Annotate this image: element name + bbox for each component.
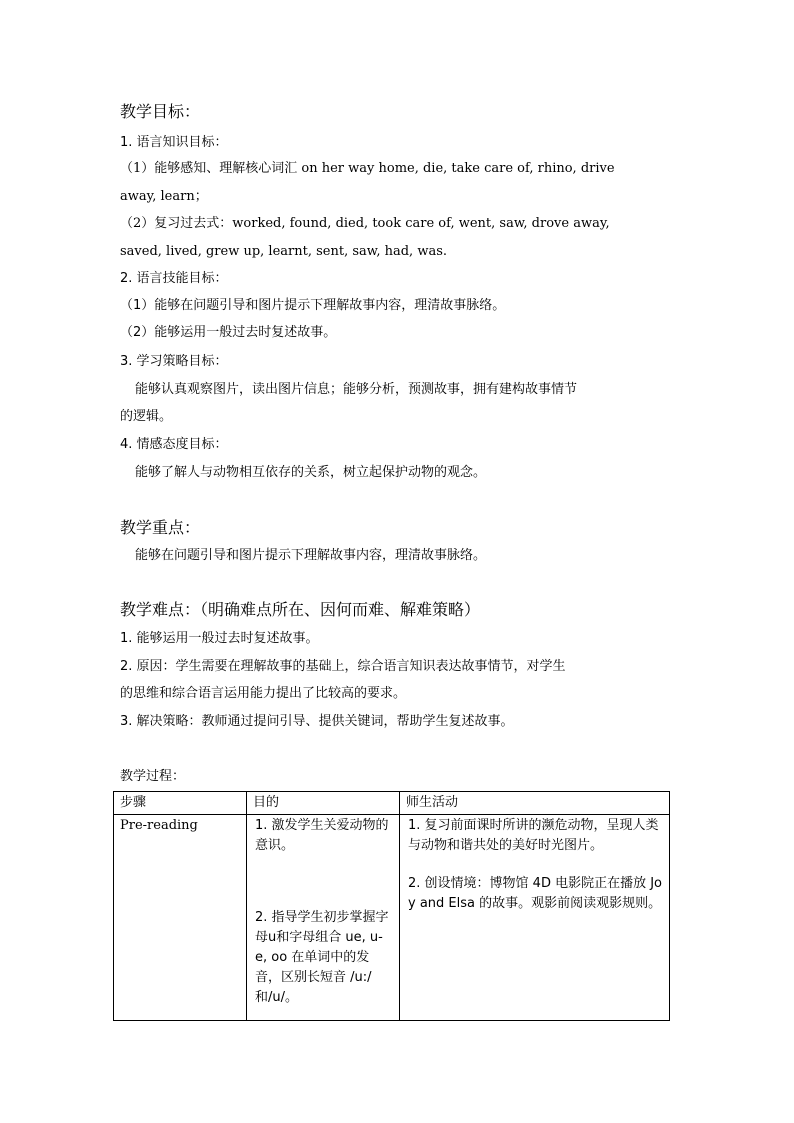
- diff-item3: 3. 解决策略：教师通过提问引导、提供关键词，帮助学生复述故事。: [120, 714, 514, 729]
- obj2-item1: （1）能够在问题引导和图片提示下理解故事内容，理清故事脉络。: [120, 298, 506, 313]
- diff-item2-line2: 的思维和综合语言运用能力提出了比较高的要求。: [120, 686, 407, 701]
- cell-step: [114, 815, 247, 1021]
- header-activity: 师生活动: [400, 792, 670, 815]
- obj3-line1: 能够认真观察图片，读出图片信息；能够分析，预测故事，拥有建构故事情节: [135, 382, 578, 397]
- purpose-item-1: 1. 激发学生关爱动物的意识。: [255, 818, 389, 853]
- obj1-item1-line2: away, learn；: [120, 189, 208, 204]
- obj4-line1: 能够了解人与动物相互依存的关系，树立起保护动物的观念。: [135, 465, 487, 480]
- focus-title: 教学重点：: [120, 518, 201, 537]
- header-purpose: 目的: [247, 792, 400, 815]
- purpose-item-2: 2. 指导学生初步掌握字母u和字母组合 ue, u-e, oo 在单词中的发音，区别长短音 /u:/ 和/u/。: [255, 910, 389, 1005]
- focus-line1: 能够在问题引导和图片提示下理解故事内容，理清故事脉络。: [135, 548, 487, 563]
- header-step: 步骤: [114, 792, 247, 815]
- cell-purpose: [247, 815, 400, 1021]
- process-table: [113, 791, 670, 1021]
- objectives-title: 教学目标：: [120, 102, 201, 121]
- diff-item2-line1: 2. 原因：学生需要在理解故事的基础上，综合语言知识表达故事情节，对学生: [120, 659, 566, 674]
- process-title: 教学过程：: [120, 769, 186, 784]
- obj1-item2-line2: saved, lived, grew up, learnt, sent, saw, had, was.: [120, 244, 447, 259]
- obj1-item1-line1: （1）能够感知、理解核心词汇 on her way home, die, take care of, rhino, drive: [120, 161, 615, 176]
- step-label: Pre-reading: [120, 818, 198, 833]
- obj3-line2: 的逻辑。: [120, 409, 173, 424]
- obj4-heading: 4. 情感态度目标：: [120, 437, 228, 452]
- table-header-row: [114, 792, 670, 815]
- obj2-heading: 2. 语言技能目标：: [120, 271, 228, 286]
- table-row: [114, 815, 670, 1021]
- activity-item-2: 2. 创设情境：博物馆 4D 电影院正在播放 Joy and Elsa 的故事。观影前阅读观影规则。: [408, 876, 663, 911]
- obj3-heading: 3. 学习策略目标：: [120, 354, 228, 369]
- diff-item1: 1. 能够运用一般过去时复述故事。: [120, 631, 319, 646]
- cell-activity: [400, 815, 670, 1021]
- obj1-heading: 1. 语言知识目标：: [120, 135, 228, 150]
- obj2-item2: （2）能够运用一般过去时复述故事。: [120, 325, 337, 340]
- difficulty-title: 教学难点：（明确难点所在、因何而难、解难策略）: [120, 600, 481, 619]
- activity-item-1: 1. 复习前面课时所讲的濒危动物，呈现人类与动物和谐共处的美好时光图片。: [408, 818, 659, 853]
- obj1-item2-line1: （2）复习过去式：worked, found, died, took care of, went, saw, drove away,: [120, 216, 610, 231]
